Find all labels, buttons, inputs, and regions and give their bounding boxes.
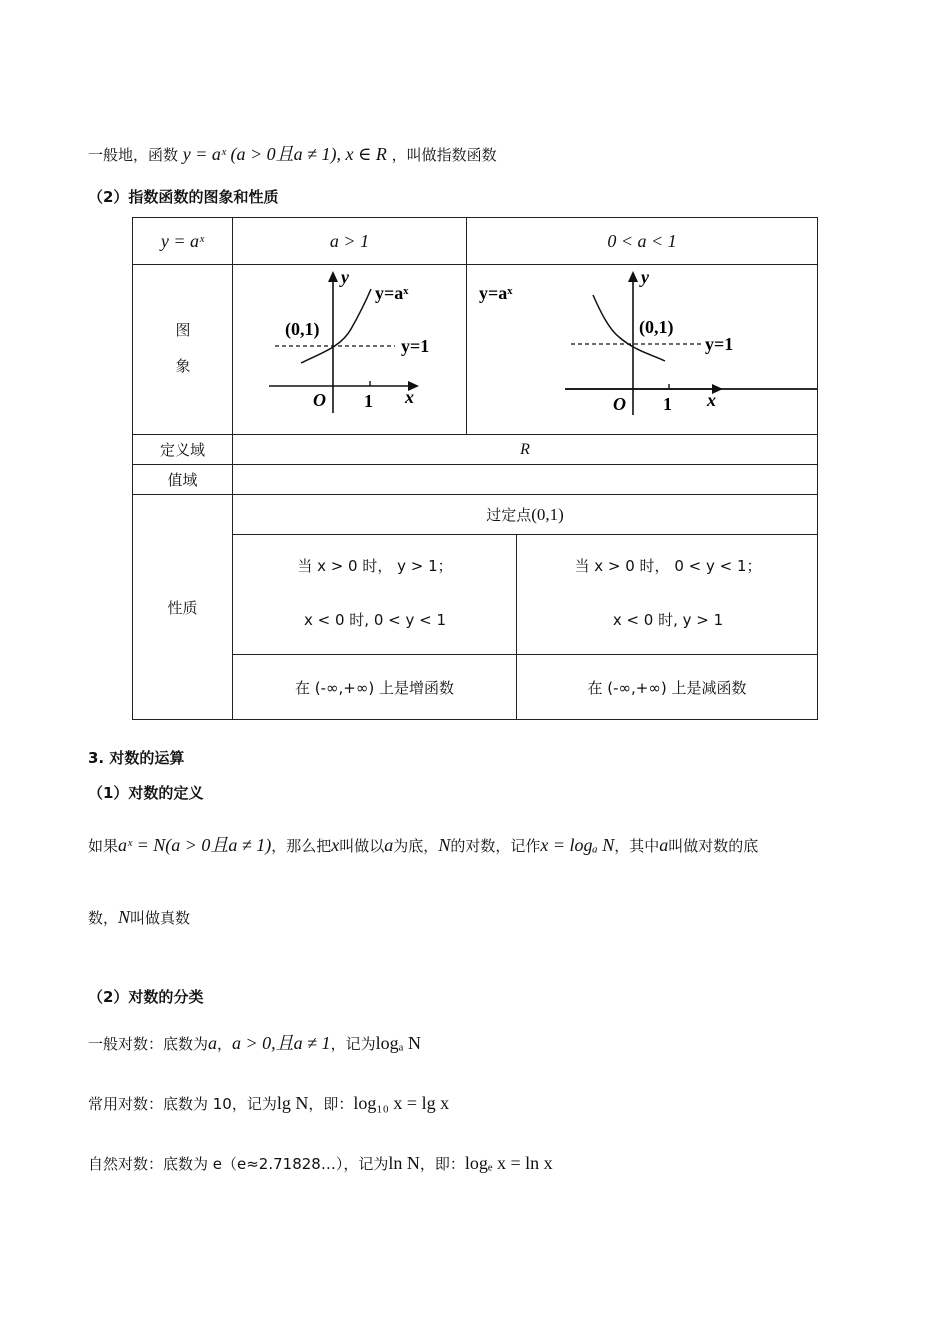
header-fn: y = aˣ <box>160 230 205 251</box>
left-mono-cell <box>232 654 516 720</box>
right-mono-cell <box>516 654 818 720</box>
intro-prefix: 一般地，函数 <box>88 146 179 164</box>
left-mono: 在 (-∞,+∞) 上是增函数 <box>295 678 454 697</box>
domain-label-cell <box>132 434 232 464</box>
definition-line-2 <box>88 906 190 929</box>
def-formula-3: a <box>384 835 394 855</box>
graph-label-2: 象 <box>175 357 191 375</box>
property-label-cell <box>132 494 232 720</box>
section-3-title: 3. 对数的运算 <box>88 749 185 767</box>
class2-text-2: ，即： <box>308 1095 354 1113</box>
property-label: 性质 <box>167 598 198 617</box>
class3-formula-2: logₑ x = ln x <box>464 1153 553 1173</box>
def-formula-4: N <box>438 835 451 855</box>
def-text-3: 叫做以 <box>339 837 385 855</box>
header-a-lt-1: 0 < a < 1 <box>607 230 677 251</box>
intro-formula: y = aˣ (a > 0且a ≠ 1), x ∈ R <box>182 144 387 164</box>
header-a-lt-1-cell <box>466 217 818 264</box>
range-label-cell <box>132 464 232 494</box>
class1-formula-3: logₐ N <box>375 1033 421 1053</box>
class3-text-2: ，即： <box>419 1155 465 1173</box>
fixed-point-prefix: 过定点 <box>486 506 532 524</box>
y-axis-label: y <box>341 267 349 287</box>
def-text-1: 如果 <box>88 837 119 855</box>
origin-label: O <box>613 394 626 414</box>
class2-formula-1: lg N <box>276 1093 309 1113</box>
header-a-gt-1-cell <box>232 217 466 264</box>
header-a-gt-1: a > 1 <box>329 230 370 251</box>
def-text-7: 叫做对数的底 <box>668 837 759 855</box>
x-axis-label: x <box>707 390 716 410</box>
domain-value: R <box>520 440 530 458</box>
graph-label-1: 图 <box>175 321 191 339</box>
class-line-3 <box>88 1152 553 1175</box>
fixed-point-cell <box>232 494 818 534</box>
curve-label-left: y=aˣ <box>479 283 513 303</box>
class2-formula-2: log₁₀ x = lg x <box>353 1093 450 1113</box>
class1-formula-2: a > 0,且a ≠ 1 <box>232 1033 331 1053</box>
def-formula-2: x <box>331 835 340 855</box>
right-cond-1: 当 x > 0 时， 0 < y < 1； <box>574 557 762 575</box>
right-cond-2: x < 0 时, y > 1 <box>612 611 724 629</box>
def-text-6: ，其中 <box>614 837 660 855</box>
def-text-5: 的对数，记作 <box>450 837 541 855</box>
class3-formula-1: ln N <box>388 1153 420 1173</box>
left-cond-2: x < 0 时, 0 < y < 1 <box>303 611 446 629</box>
asymptote-label: y=1 <box>401 336 430 356</box>
sub-2-title: （2）对数的分类 <box>88 988 204 1006</box>
def-formula-6: a <box>659 835 669 855</box>
def-text-2: ，那么把 <box>271 837 332 855</box>
domain-label: 定义域 <box>159 441 205 459</box>
tick-label: 1 <box>364 391 373 411</box>
header-fn-cell <box>132 217 232 264</box>
class-line-1 <box>88 1032 421 1055</box>
range-value-cell <box>232 464 818 494</box>
exp-function-table <box>132 217 818 720</box>
definition-line-1 <box>88 834 758 857</box>
class1-text-3: ，记为 <box>330 1035 376 1053</box>
class2-text-1: 常用对数：底数为 10，记为 <box>88 1095 277 1113</box>
def2-text-1: 数， <box>88 909 119 927</box>
point-label: (0,1) <box>639 317 674 337</box>
point-label: (0,1) <box>285 319 320 339</box>
left-condition-cell <box>232 534 516 654</box>
range-label: 值域 <box>167 471 198 489</box>
class1-text-2: ， <box>217 1035 233 1053</box>
def-formula-5: x = logₐ N <box>540 835 615 855</box>
tick-label: 1 <box>663 394 672 414</box>
class3-text-1: 自然对数：底数为 e（e≈2.71828…），记为 <box>88 1155 389 1173</box>
origin-label: O <box>313 390 326 410</box>
def-text-4: 为底， <box>393 837 439 855</box>
graph-label-cell <box>132 264 232 434</box>
def-formula-1: aˣ = N(a > 0且a ≠ 1) <box>118 835 272 855</box>
y-axis-label: y <box>641 267 649 287</box>
asymptote-label: y=1 <box>705 334 734 354</box>
class1-formula-1: a <box>208 1033 218 1053</box>
right-mono: 在 (-∞,+∞) 上是减函数 <box>587 678 747 697</box>
graph-decreasing <box>467 265 817 433</box>
def2-formula-1: N <box>118 907 131 927</box>
class1-text-1: 一般对数：底数为 <box>88 1035 209 1053</box>
graph-right-cell <box>466 264 818 434</box>
curve-label: y=aˣ <box>375 283 409 303</box>
y-axis-arrow-icon <box>628 271 638 282</box>
intro-line <box>88 143 497 166</box>
graph-left-cell <box>232 264 466 434</box>
graph-increasing <box>233 265 465 433</box>
def2-text-2: 叫做真数 <box>130 909 191 927</box>
x-axis-label: x <box>405 387 414 407</box>
fixed-point-value: (0,1) <box>531 504 564 524</box>
sub-1-title: （1）对数的定义 <box>88 784 204 802</box>
left-cond-1: 当 x > 0 时， y > 1； <box>297 557 453 575</box>
y-axis-arrow-icon <box>328 271 338 282</box>
section-2-title: （2）指数函数的图象和性质 <box>88 188 279 206</box>
intro-suffix: ，叫做指数函数 <box>391 146 497 164</box>
class-line-2 <box>88 1092 449 1115</box>
right-condition-cell <box>516 534 818 654</box>
domain-value-cell <box>232 434 818 464</box>
